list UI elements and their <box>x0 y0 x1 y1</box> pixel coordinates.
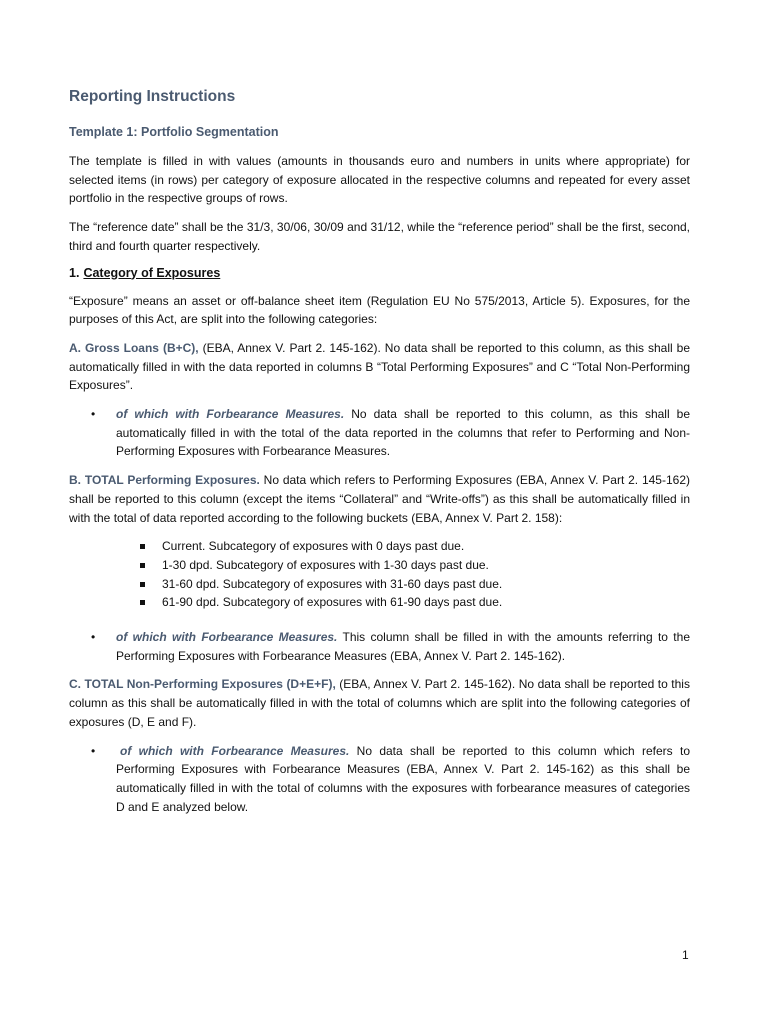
section-heading <box>69 266 690 280</box>
category-b-text: No data which refers to Performing Exposures (EBA, Annex V. Part 2. 145-162) shall be reported to this column (except the items “Collateral” and “Write-offs”) as this shall be automatically filled in with the total of data reported according to the following buckets (EBA, Annex V. Part 2. 158): <box>69 473 690 525</box>
square-bullet-icon <box>140 582 145 587</box>
category-a-paragraph <box>69 339 690 395</box>
bucket-text: 1-30 dpd. Subcategory of exposures with 1-30 days past due. <box>162 557 489 572</box>
category-c-bullet-text <box>116 742 690 817</box>
bullet-icon: • <box>91 407 96 422</box>
bullet-icon: • <box>91 630 96 645</box>
section-number: 1. <box>69 265 80 280</box>
page-title: Reporting Instructions <box>69 88 236 105</box>
forbearance-label: of which with Forbearance Measures. <box>120 743 350 758</box>
bucket-text: 31-60 dpd. Subcategory of exposures with 31-60 days past due. <box>162 576 503 591</box>
bucket-text: 61-90 dpd. Subcategory of exposures with 61-90 days past due. <box>162 595 503 610</box>
forbearance-label: of which with Forbearance Measures. <box>116 630 338 645</box>
category-c-text: (EBA, Annex V. Part 2. 145-162). No data shall be reported to this column as this shall be automatically filled in with the total of columns which are split into the following categories of exposures (D, E and F). <box>69 677 690 729</box>
square-bullet-icon <box>140 544 145 549</box>
list-item <box>162 575 690 594</box>
category-b-paragraph <box>69 471 690 527</box>
square-bullet-icon <box>140 563 145 568</box>
page-content <box>69 88 690 826</box>
category-c-bullet <box>69 742 690 817</box>
category-a-bullet <box>69 405 690 461</box>
category-c-label: C. TOTAL Non-Performing Exposures (D+E+F), <box>69 677 336 692</box>
forbearance-text: No data shall be reported to this column, as this shall be automatically filled in with the total of the data reported in the columns that refer to Performing and Non-Performing Exposures with Forbearance Measures. <box>116 407 691 459</box>
category-a-bullet-text <box>116 405 690 461</box>
square-bullet-icon <box>140 600 145 605</box>
list-item <box>162 556 690 575</box>
page-number: 1 <box>682 948 689 962</box>
category-b-label: B. TOTAL Performing Exposures. <box>69 473 260 488</box>
template-heading: Template 1: Portfolio Segmentation <box>69 125 279 139</box>
category-b-bullet <box>69 628 690 665</box>
exposure-definition: “Exposure” means an asset or off-balance sheet item (Regulation EU No 575/2013, Article 5). Exposures, for the purposes of this Act, are split into the following categories: <box>69 293 690 327</box>
category-b-bullet-text <box>116 628 690 665</box>
category-a-text: (EBA, Annex V. Part 2. 145-162). No data shall be reported to this column, as this shall be automatically filled in with the data reported in columns B “Total Performing Exposures” and C “Total Non-Performing Exposures”. <box>69 340 690 393</box>
section-title: Category of Exposures <box>83 265 221 280</box>
bullet-icon: • <box>91 743 96 758</box>
forbearance-label: of which with Forbearance Measures. <box>116 407 345 422</box>
category-a-label: A. Gross Loans (B+C), <box>69 340 199 355</box>
forbearance-text: No data shall be reported to this column which refers to Performing Exposures with Forbearance Measures (EBA, Annex V. Part 2. 145-162) as this shall be automatically filled in with the total of columns with the exposures with forbearance measures of categories D and E analyzed below. <box>116 743 691 814</box>
category-c-paragraph <box>69 675 690 731</box>
intro-paragraph-2: The “reference date” shall be the 31/3, 30/06, 30/09 and 31/12, while the “reference period” shall be the first, second, third and fourth quarter respectively. <box>69 220 690 253</box>
list-item <box>162 593 690 612</box>
list-item <box>162 537 690 556</box>
intro-paragraph-1: The template is filled in with values (amounts in thousands euro and numbers in units where appropriate) for selected items (in rows) per category of exposure allocated in the respective columns and repeated for every asset portfolio in the respective groups of rows. <box>69 154 690 206</box>
forbearance-text: This column shall be filled in with the amounts referring to the Performing Exposures with Forbearance Measures (EBA, Annex V. Part 2. 145-162). <box>116 630 690 663</box>
bucket-list <box>69 537 690 612</box>
bucket-text: Current. Subcategory of exposures with 0 days past due. <box>162 539 465 554</box>
